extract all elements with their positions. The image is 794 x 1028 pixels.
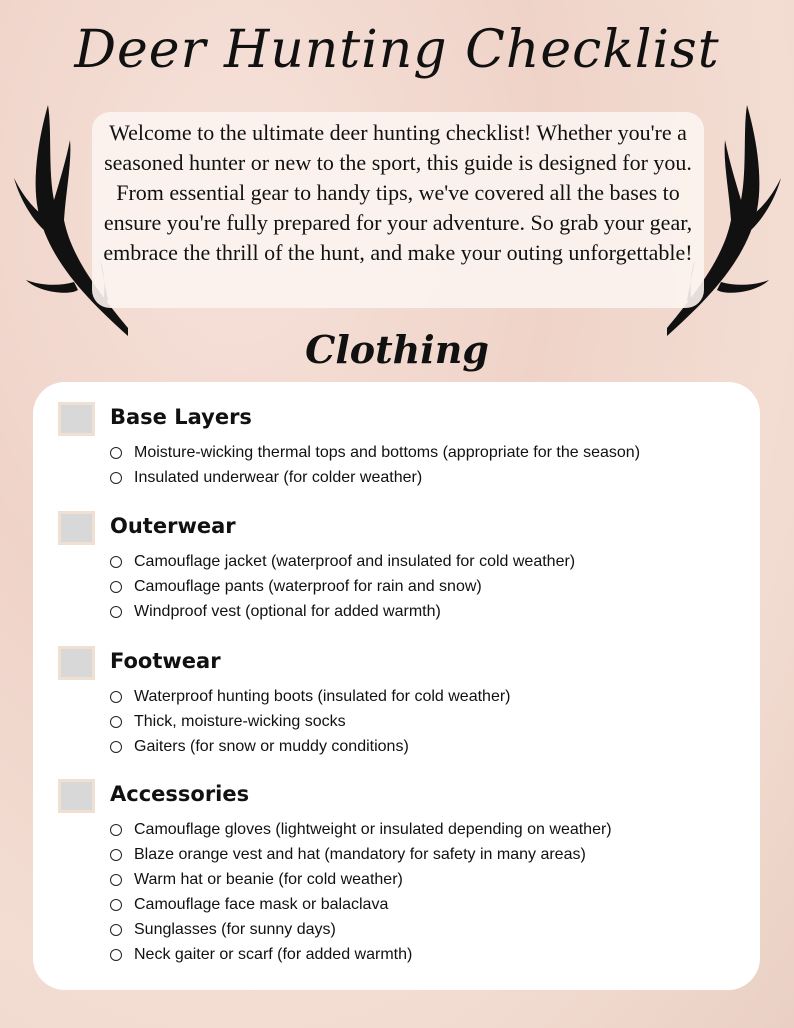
circle-bullet-icon	[110, 691, 122, 703]
circle-bullet-icon	[110, 447, 122, 459]
intro-text: Welcome to the ultimate deer hunting checklist! Whether you're a seasoned hunter or new to the sport, this guide is designed for you. From essential gear to handy tips, we've covered all the bases to ensure you're fully prepared for your adventure. So grab your gear, embrace the thrill of the hunt, and make your outing unforgettable!	[92, 112, 704, 308]
circle-bullet-icon	[110, 924, 122, 936]
circle-bullet-icon	[110, 949, 122, 961]
section-title: Base Layers	[110, 405, 252, 429]
circle-bullet-icon	[110, 899, 122, 911]
list-item	[110, 684, 511, 709]
list-item	[110, 549, 575, 574]
item-label: Windproof vest (optional for added warmth)	[134, 602, 441, 620]
list-item	[110, 599, 575, 624]
circle-bullet-icon	[110, 606, 122, 618]
item-label: Thick, moisture-wicking socks	[134, 712, 346, 730]
list-item	[110, 709, 511, 734]
list-item	[110, 465, 640, 490]
item-label: Moisture-wicking thermal tops and bottoms (appropriate for the season)	[134, 443, 641, 461]
circle-bullet-icon	[110, 716, 122, 728]
item-label: Camouflage jacket (waterproof and insulated for cold weather)	[134, 552, 576, 570]
list-item	[110, 942, 612, 967]
item-label: Gaiters (for snow or muddy conditions)	[134, 737, 409, 755]
item-label: Waterproof hunting boots (insulated for cold weather)	[134, 687, 511, 705]
list-item	[110, 734, 511, 759]
item-label: Camouflage pants (waterproof for rain and snow)	[134, 577, 482, 595]
checkbox[interactable]	[58, 779, 95, 813]
section-title: Footwear	[110, 649, 221, 673]
checkbox[interactable]	[58, 402, 95, 436]
item-label: Camouflage face mask or balaclava	[134, 895, 389, 913]
section-heading: Clothing	[305, 327, 489, 372]
checkbox[interactable]	[58, 511, 95, 545]
checkbox[interactable]	[58, 646, 95, 680]
circle-bullet-icon	[110, 874, 122, 886]
circle-bullet-icon	[110, 824, 122, 836]
item-label: Neck gaiter or scarf (for added warmth)	[134, 945, 413, 963]
list-item	[110, 574, 575, 599]
circle-bullet-icon	[110, 849, 122, 861]
section-title: Accessories	[110, 782, 250, 806]
circle-bullet-icon	[110, 556, 122, 568]
list-item	[110, 817, 612, 842]
page-title: Deer Hunting Checklist	[74, 20, 720, 80]
circle-bullet-icon	[110, 741, 122, 753]
section-title: Outerwear	[110, 514, 236, 538]
list-item	[110, 440, 640, 465]
item-label: Insulated underwear (for colder weather)	[134, 468, 423, 486]
list-item	[110, 917, 612, 942]
item-label: Camouflage gloves (lightweight or insulated depending on weather)	[134, 820, 612, 838]
item-label: Sunglasses (for sunny days)	[134, 920, 336, 938]
list-item	[110, 842, 612, 867]
list-item	[110, 892, 612, 917]
item-label: Warm hat or beanie (for cold weather)	[134, 870, 403, 888]
checklist-card	[33, 382, 760, 990]
list-item	[110, 867, 612, 892]
item-label: Blaze orange vest and hat (mandatory for safety in many areas)	[134, 845, 586, 863]
circle-bullet-icon	[110, 581, 122, 593]
circle-bullet-icon	[110, 472, 122, 484]
